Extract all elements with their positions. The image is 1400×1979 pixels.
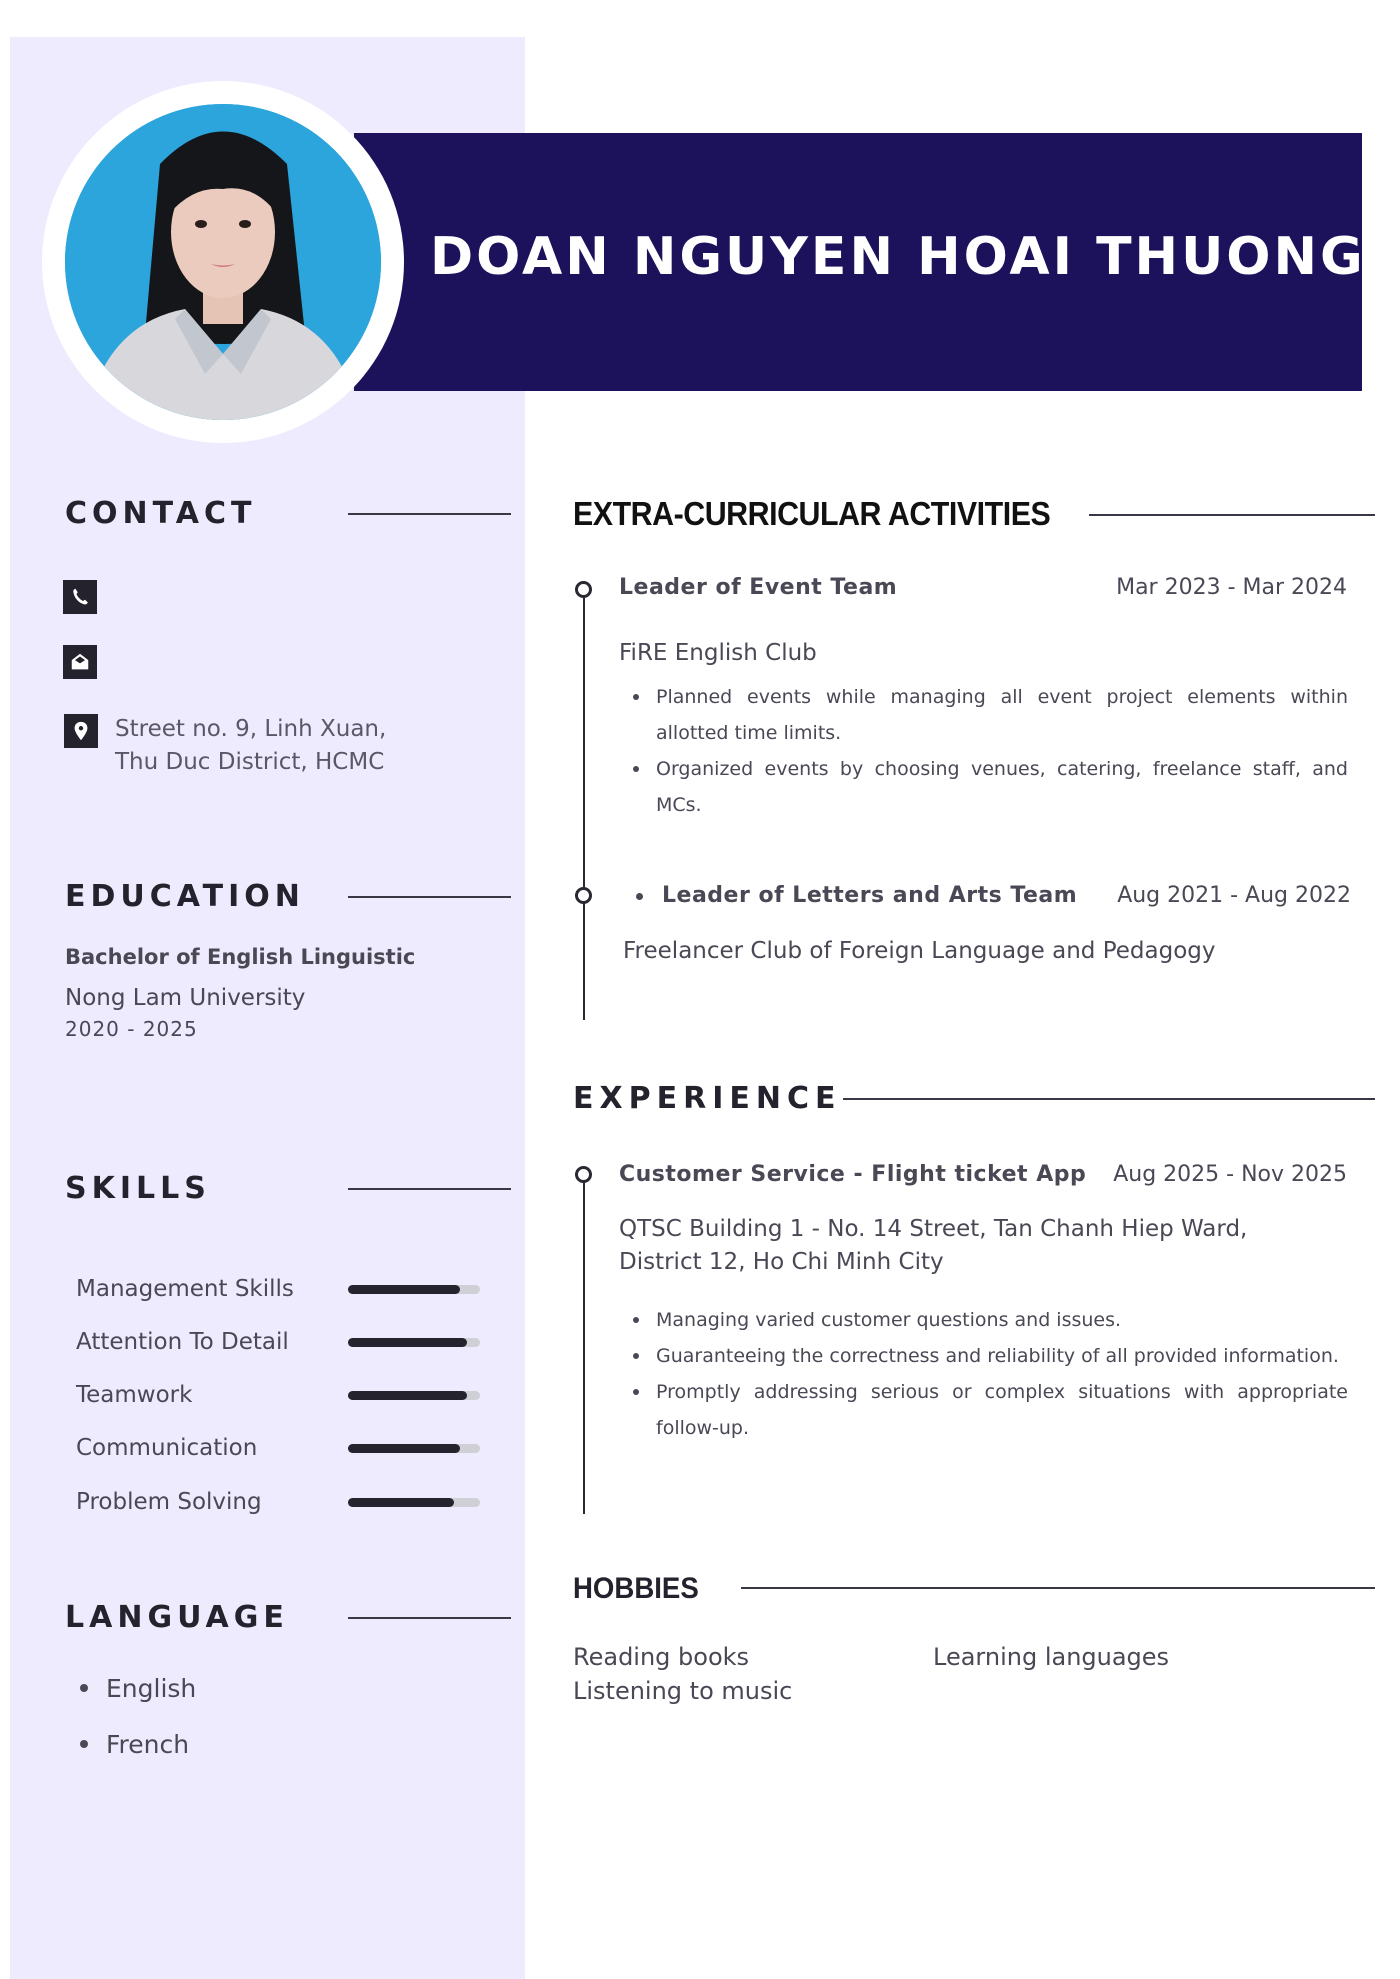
- skill-row: [76, 1485, 486, 1519]
- activity-organization: Freelancer Club of Foreign Language and Pedagogy: [623, 938, 1216, 964]
- activity-date: Aug 2021 - Aug 2022: [1117, 883, 1351, 908]
- experience-heading: EXPERIENCE: [573, 1081, 842, 1116]
- activity-title: Leader of Letters and Arts Team: [662, 883, 1078, 908]
- envelope-icon: [63, 645, 97, 679]
- address-line-2: Thu Duc District, HCMC: [115, 749, 385, 775]
- education-degree: Bachelor of English Linguistic: [65, 945, 416, 969]
- contact-heading: CONTACT: [65, 496, 257, 531]
- skill-bar-track: [348, 1391, 480, 1400]
- skill-row: [76, 1431, 486, 1465]
- experience-timeline: [583, 1176, 585, 1514]
- skills-heading-rule: [348, 1188, 511, 1190]
- bullet-dot: [636, 893, 643, 900]
- skill-bar-track: [348, 1285, 480, 1294]
- skill-label: Communication: [76, 1435, 258, 1461]
- bullet-item: Managing varied customer questions and issues.: [633, 1302, 1348, 1338]
- language-item: [80, 1728, 189, 1762]
- timeline-node: [575, 1166, 592, 1183]
- activity-title: Leader of Event Team: [619, 575, 898, 600]
- experience-date: Aug 2025 - Nov 2025: [1113, 1162, 1347, 1187]
- hobby-item: Reading books: [573, 1643, 750, 1671]
- education-heading: EDUCATION: [65, 879, 305, 914]
- bullet-item: Planned events while managing all event project elements within allotted time limits.: [633, 679, 1348, 751]
- activity-bullets: [633, 679, 1348, 823]
- hobbies-heading: HOBBIES: [573, 1572, 699, 1605]
- bullet-item: Guaranteeing the correctness and reliability of all provided information.: [633, 1338, 1348, 1374]
- skill-label: Management Skills: [76, 1276, 294, 1302]
- language-item: [80, 1672, 196, 1706]
- skill-bar-track: [348, 1498, 480, 1507]
- skill-bar-fill: [348, 1444, 460, 1453]
- skill-label: Teamwork: [76, 1382, 193, 1408]
- contact-heading-rule: [348, 513, 511, 515]
- skill-bar-fill: [348, 1338, 467, 1347]
- activity-date: Mar 2023 - Mar 2024: [1116, 575, 1347, 600]
- hobby-item: Listening to music: [573, 1677, 793, 1705]
- phone-icon: [63, 580, 97, 614]
- location-pin-icon: [64, 714, 98, 748]
- education-school: Nong Lam University: [65, 985, 306, 1011]
- bullet-item: Promptly addressing serious or complex situations with appropriate follow-up.: [633, 1374, 1348, 1446]
- address: [115, 713, 386, 779]
- activities-timeline: [583, 591, 585, 1020]
- skill-label: Attention To Detail: [76, 1329, 289, 1355]
- skills-heading: SKILLS: [65, 1171, 211, 1206]
- skill-bar-fill: [348, 1498, 454, 1507]
- timeline-node: [575, 887, 592, 904]
- skill-row: [76, 1378, 486, 1412]
- skill-label: Problem Solving: [76, 1489, 262, 1515]
- activities-heading: EXTRA-CURRICULAR ACTIVITIES: [573, 495, 1051, 532]
- language-heading-rule: [348, 1617, 511, 1619]
- bullet-dot: [80, 1740, 88, 1748]
- education-years: 2020 - 2025: [65, 1017, 198, 1041]
- hobbies-heading-rule: [741, 1587, 1375, 1589]
- skill-bar-track: [348, 1444, 480, 1453]
- address-line-1: Street no. 9, Linh Xuan,: [115, 716, 387, 742]
- hobby-item: Learning languages: [933, 1643, 1170, 1671]
- bullet-item: Organized events by choosing venues, catering, freelance staff, and MCs.: [633, 751, 1348, 823]
- candidate-name: DOAN NGUYEN HOAI THUONG: [430, 227, 1366, 287]
- experience-bullets: [633, 1302, 1348, 1446]
- experience-location-line-1: QTSC Building 1 - No. 14 Street, Tan Chanh Hiep Ward,: [619, 1216, 1248, 1242]
- language-heading: LANGUAGE: [65, 1600, 289, 1635]
- activities-heading-rule: [1089, 514, 1375, 516]
- skill-bar-fill: [348, 1391, 467, 1400]
- language-label: French: [106, 1730, 190, 1759]
- skill-bar-fill: [348, 1285, 460, 1294]
- language-label: English: [106, 1674, 197, 1703]
- bullet-dot: [80, 1684, 88, 1692]
- timeline-node: [575, 581, 592, 598]
- portrait-illustration: [65, 104, 381, 420]
- experience-heading-rule: [843, 1098, 1375, 1100]
- education-heading-rule: [348, 896, 511, 898]
- experience-location-line-2: District 12, Ho Chi Minh City: [619, 1249, 944, 1275]
- activity-organization: FiRE English Club: [619, 640, 817, 666]
- skill-row: [76, 1325, 486, 1359]
- skill-bar-track: [348, 1338, 480, 1347]
- experience-title: Customer Service - Flight ticket App: [619, 1162, 1087, 1187]
- skill-row: [76, 1272, 486, 1306]
- profile-photo: [65, 104, 381, 420]
